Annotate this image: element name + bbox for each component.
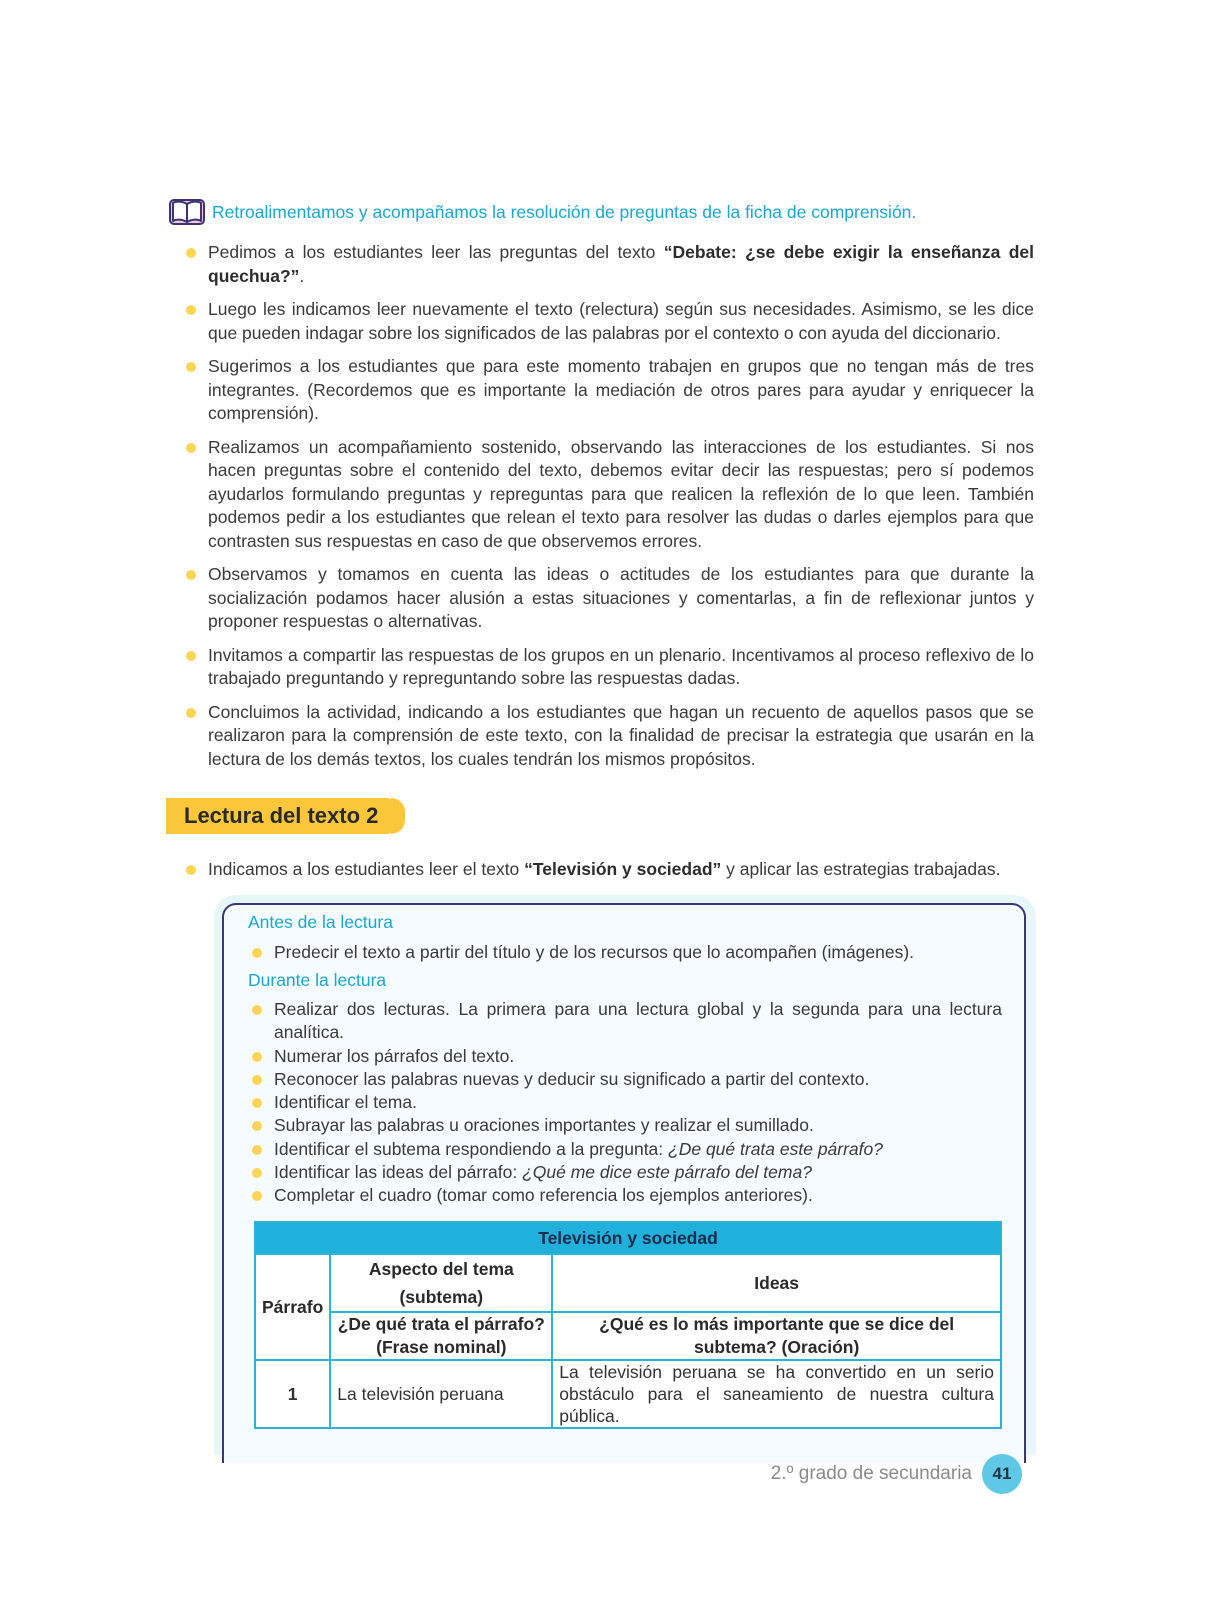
before-reading-list xyxy=(252,941,1002,964)
list-item: Realizar dos lecturas. La primera para una lectura global y la segunda para una lectura analítica. xyxy=(252,998,1002,1045)
during-reading-list xyxy=(252,998,1002,1208)
header-paragraph: Párrafo xyxy=(255,1254,330,1360)
list-item: Predecir el texto a partir del título y de los recursos que lo acompañen (imágenes). xyxy=(252,941,1002,964)
list-item: Sugerimos a los estudiantes que para este momento trabajen en grupos que no tengan más de tres integrantes. (Recordemos que es importante la mediación de otros pares para ayudar y enriquecer la comprensión). xyxy=(186,355,1034,426)
list-item: Identificar el tema. xyxy=(252,1091,1002,1114)
list-item: Invitamos a compartir las respuestas de los grupos en un plenario. Incentivamos al proceso reflexivo de lo trabajado preguntando y repreguntando sobre las respuestas dadas. xyxy=(186,644,1034,691)
cell-aspect: La televisión peruana xyxy=(330,1360,552,1428)
list-item: Numerar los párrafos del texto. xyxy=(252,1045,1002,1068)
feedback-list xyxy=(186,241,1034,781)
list-item: Identificar las ideas del párrafo: ¿Qué me dice este párrafo del tema? xyxy=(252,1161,1002,1184)
list-item: Pedimos a los estudiantes leer las preguntas del texto “Debate: ¿se debe exigir la enseñanza del quechua?”. xyxy=(186,241,1034,288)
list-item: Identificar el subtema respondiendo a la pregunta: ¿De qué trata este párrafo? xyxy=(252,1138,1002,1161)
table-title: Televisión y sociedad xyxy=(255,1222,1001,1254)
header-ideas-question: ¿Qué es lo más importante que se dice del subtema? (Oración) xyxy=(552,1312,1001,1360)
list-item: Concluimos la actividad, indicando a los estudiantes que hagan un recuento de aquellos pasos que se realizaron para la comprensión de este texto, con la finalidad de precisar la estrategia que usarán en la lectura de los demás textos, los cuales tendrán los mismos propósitos. xyxy=(186,701,1034,772)
cell-idea: La televisión peruana se ha convertido en un serio obstáculo para el saneamiento de nuestra cultura pública. xyxy=(552,1360,1001,1428)
cell-paragraph-number: 1 xyxy=(255,1360,330,1428)
list-item: Reconocer las palabras nuevas y deducir su significado a partir del contexto. xyxy=(252,1068,1002,1091)
list-item: Observamos y tomamos en cuenta las ideas o actitudes de los estudiantes para que durante la socialización podamos hacer alusión a estas situaciones y comentarlas, a fin de reflexionar juntos y proponer respuestas o alternativas. xyxy=(186,563,1034,634)
feedback-heading-text: Retroalimentamos y acompañamos la resolución de preguntas de la ficha de comprensión. xyxy=(212,201,917,222)
section-tag: Lectura del texto 2 xyxy=(166,798,398,834)
table-row xyxy=(255,1360,1001,1428)
footer-grade: 2.º grado de secundaria xyxy=(770,1463,972,1484)
page-number: 41 xyxy=(982,1454,1022,1494)
during-reading-title: Durante la lectura xyxy=(248,970,387,990)
open-book-icon xyxy=(168,197,206,227)
list-item: Realizamos un acompañamiento sostenido, observando las interacciones de los estudiantes. Si nos hacen preguntas sobre el contenido del texto, debemos evitar decir las respuestas; pero sí podemos ayudarlos formulando preguntas y repreguntas para que realicen la reflexión de lo que leen. También podemos pedir a los estudiantes que relean el texto para resolver las dudas o darles ejemplos para que contrasten sus respuestas en caso de que observemos errores. xyxy=(186,436,1034,554)
list-item: Completar el cuadro (tomar como referencia los ejemplos anteriores). xyxy=(252,1184,1002,1207)
text-title-tv: “Televisión y sociedad” xyxy=(524,859,722,879)
before-reading-title: Antes de la lectura xyxy=(248,912,393,932)
section-intro xyxy=(186,858,1046,882)
header-ideas: Ideas xyxy=(552,1254,1001,1312)
analysis-table xyxy=(254,1221,1002,1429)
header-aspect: Aspecto del tema (subtema) xyxy=(330,1254,552,1312)
list-item: Luego les indicamos leer nuevamente el texto (relectura) según sus necesidades. Asimismo, se les dice que pueden indagar sobre los significados de las palabras por el contexto o con ayuda del diccionario. xyxy=(186,298,1034,345)
feedback-heading xyxy=(168,197,1048,227)
header-aspect-question: ¿De qué trata el párrafo? (Frase nominal) xyxy=(330,1312,552,1360)
text-title-debate: “Debate: ¿se debe exigir la enseñanza del quechua?” xyxy=(208,242,1035,286)
list-item: Indicamos a los estudiantes leer el texto “Televisión y sociedad” y aplicar las estrategias trabajadas. xyxy=(186,858,1046,882)
list-item: Subrayar las palabras u oraciones importantes y realizar el sumillado. xyxy=(252,1114,1002,1137)
